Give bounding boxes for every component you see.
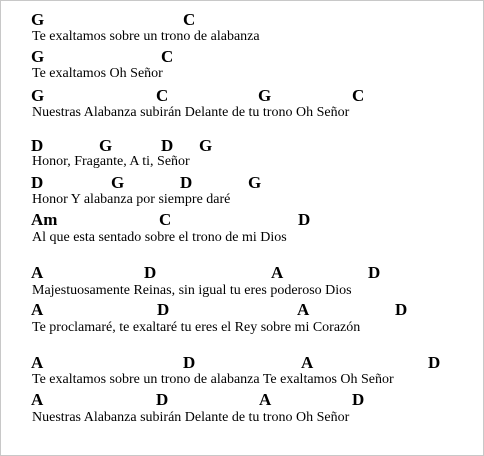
- chord: A: [259, 390, 272, 409]
- chord: G: [31, 86, 45, 105]
- chord: A: [301, 353, 314, 372]
- lyric-line: Al que esta sentado sobre el trono de mi Dios: [32, 230, 287, 245]
- chord: D: [31, 173, 44, 192]
- lyric-line: Honor, Fragante, A ti, Señor: [32, 154, 190, 169]
- lyric-line: Nuestras Alabanza subirán Delante de tu trono Oh Señor: [32, 410, 350, 425]
- chord: D: [368, 263, 381, 282]
- chord: D: [183, 353, 196, 372]
- lyric-line: Nuestras Alabanza subirán Delante de tu trono Oh Señor: [32, 105, 350, 120]
- lyric-line: Te exaltamos sobre un trono de alabanza Te exaltamos Oh Señor: [32, 372, 394, 387]
- chord: G: [111, 173, 125, 192]
- chord: G: [258, 86, 272, 105]
- chord: D: [298, 210, 311, 229]
- chord: C: [156, 86, 169, 105]
- lyric-line: Te exaltamos Oh Señor: [32, 66, 163, 81]
- chord: G: [99, 136, 113, 155]
- chord: C: [352, 86, 365, 105]
- chord: A: [31, 263, 44, 282]
- chord: G: [31, 47, 45, 66]
- chord: D: [31, 136, 44, 155]
- chord: A: [297, 300, 310, 319]
- chord: G: [248, 173, 262, 192]
- chord: A: [31, 353, 44, 372]
- lyric-line: Honor Y alabanza por siempre daré: [32, 192, 231, 207]
- chord: D: [161, 136, 174, 155]
- chord: D: [180, 173, 193, 192]
- chord: G: [31, 10, 45, 29]
- chord: A: [31, 300, 44, 319]
- chord: D: [352, 390, 365, 409]
- chord: D: [428, 353, 441, 372]
- chord: Am: [31, 210, 58, 229]
- chord: C: [159, 210, 172, 229]
- chord: G: [199, 136, 213, 155]
- chord: D: [156, 390, 169, 409]
- chord: D: [395, 300, 408, 319]
- chord: C: [183, 10, 196, 29]
- chord: A: [271, 263, 284, 282]
- chord: D: [144, 263, 157, 282]
- lyric-line: Majestuosamente Reinas, sin igual tu eres poderoso Dios: [32, 283, 352, 298]
- lyric-line: Te proclamaré, te exaltaré tu eres el Rey sobre mi Corazón: [32, 320, 361, 335]
- chord: A: [31, 390, 44, 409]
- chord: C: [161, 47, 174, 66]
- chord-sheet: [1, 1, 483, 455]
- chord: D: [157, 300, 170, 319]
- lyric-line: Te exaltamos sobre un trono de alabanza: [32, 29, 260, 44]
